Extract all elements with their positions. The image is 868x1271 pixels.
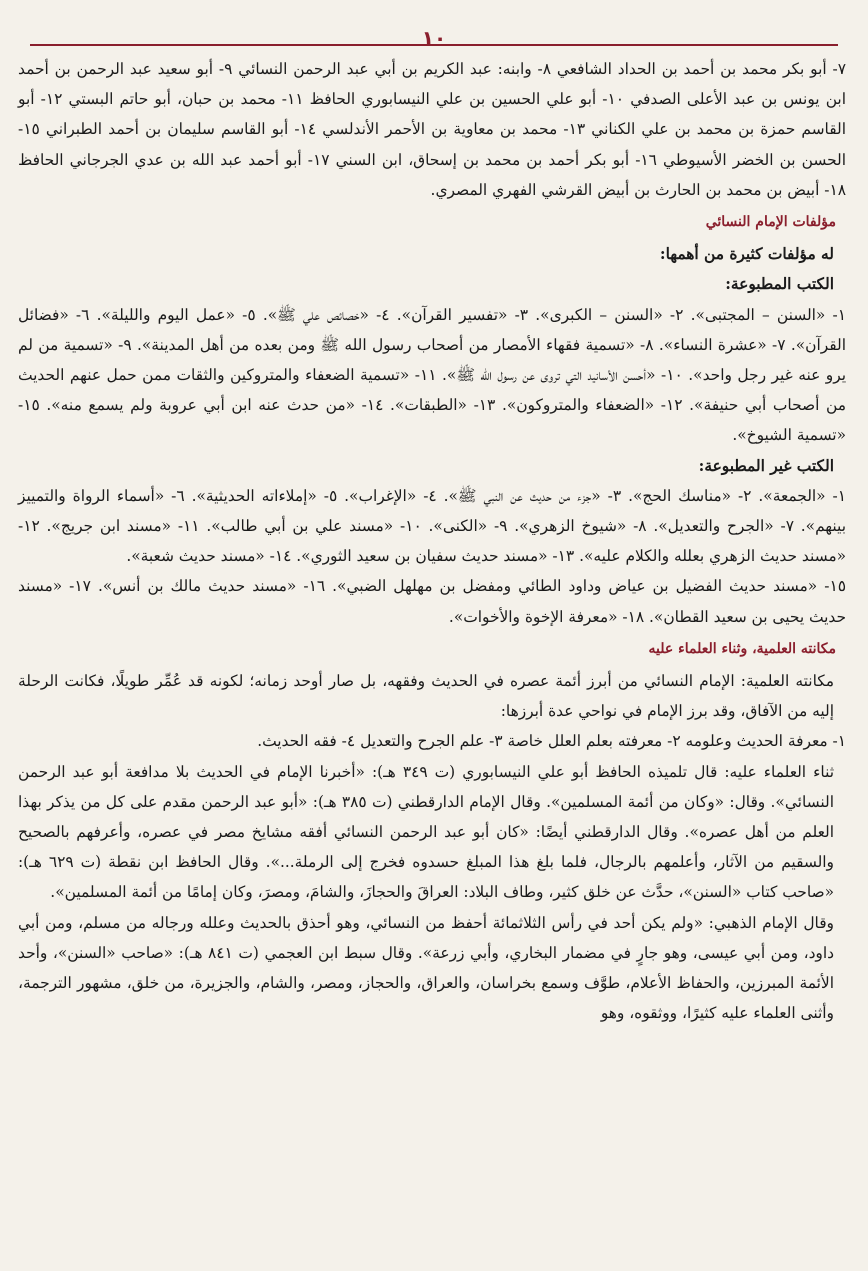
unprinted-books-list-2: ١٥- «مسند حديث الفضيل بن عياض وداود الطائي ومفضل بن مهلهل الضبي». ١٦- «مسند حديث مالك بن أنس». ١٧- «مسند حديث يحيى بن سعيد القطان». ١٨- «معرفة الإخوة والأخوات». [18, 577, 846, 626]
status-paragraph: مكانته العلمية: الإمام النسائي من أبرز أئمة عصره في الحديث وفقهه، بل صار أوحد زمانه؛ لكونه قد عُمِّر طويلًا، فكانت الرحلة إليه من الآفاق، وقد برز الإمام في نواحي عدة أبرزها: [18, 672, 834, 721]
works-intro: له مؤلفات كثيرة من أهمها: [659, 245, 834, 264]
printed-books-title: الكتب المطبوعة: [725, 275, 834, 294]
status-heading: مكانته العلمية، وثناء العلماء عليه [648, 640, 836, 657]
page-number: ١٠ [421, 26, 447, 50]
dhahabi-paragraph: وقال الإمام الذهبي: «ولم يكن أحد في رأس الثلاثمائة أحفظ من النسائي، وهو أحذق بالحديث وعلله ورجاله من مسلم، ومن أبي داود، ومن أبي عيسى، وهو جارٍ في مضمار البخاري، وأبي زرعة». وقال سبط ابن العجمي (ت ٨٤١ هـ): «صاحب «السنن»، وأحد الأئمة المبرزين، والحفاظ الأعلام، طوَّف وسمع بخراسان، والعراق، والحجاز، ومصر، والشام، والجزيرة، من خلق، مشهور الترجمة، وأثنى العلماء عليه كثيرًا، ووثقوه، وهو [18, 913, 834, 1023]
page-content [18, 54, 846, 1029]
unprinted-books-list-1: ١- «الجمعة». ٢- «مناسك الحج». ٣- «جزء من حديث عن النبي ﷺ». ٤- «الإغراب». ٥- «إملاءاته الحديثية». ٦- «أسماء الرواة والتمييز بينهم». ٧- «الجرح والتعديل». ٨- «شيوخ الزهري». ٩- «الكنى». ١٠- «مسند علي بن أبي طالب». ١١- «مسند ابن جريج». ١٢- «مسند حديث الزهري بعلله والكلام عليه». ١٣- «مسند حديث سفيان بن سعيد الثوري». ١٤- «مسند حديث شعبة». [18, 486, 847, 566]
students-paragraph: ٧- أبو بكر محمد بن أحمد بن الحداد الشافعي ٨- وابنه: عبد الكريم بن أبي عبد الرحمن النسائي ٩- أبو سعيد عبد الرحمن بن أحمد ابن يونس بن عبد الأعلى الصدفي ١٠- أبو علي الحسين بن علي النيسابوري الحافظ ١١- محمد بن حبان، أبو حاتم البستي ١٢- أبو القاسم حمزة بن محمد بن علي الكناني ١٣- محمد بن معاوية بن الأحمر الأندلسي ١٤- أبو القاسم سليمان بن أحمد الطبراني ١٥- الحسن بن الخضر الأسيوطي ١٦- أبو بكر أحمد بن محمد بن إسحاق، ابن السني ١٧- أبو أحمد عبد الله بن عدي الجرجاني الحافظ ١٨- أبيض بن محمد بن الحارث بن أبيض القرشي الفهري المصري. [18, 60, 846, 199]
printed-books-list: ١- «السنن – المجتبى». ٢- «السنن – الكبرى». ٣- «تفسير القرآن». ٤- «خصائص علي ﷺ». ٥- «عمل اليوم والليلة». ٦- «فضائل القرآن». ٧- «عشرة النساء». ٨- «تسمية فقهاء الأمصار من أصحاب رسول الله ﷺ ومن بعده من أهل المدينة». ٩- «تسمية من لم يرو عنه غير رجل واحد». ١٠- «أحسن الأسانيد التي تروى عن رسول الله ﷺ». ١١- «تسمية الضعفاء والمتروكين والثقات ممن حمل عنهم الحديث من أصحاب أبي حنيفة». ١٢- «الضعفاء والمتروكون». ١٣- «الطبقات». ١٤- «من حدث عنه ابن أبي عروبة ولم يسمع منه». ١٥- «تسمية الشيوخ». [18, 305, 847, 445]
unprinted-books-title: الكتب غير المطبوعة: [698, 456, 834, 475]
praise-paragraph: ثناء العلماء عليه: قال تلميذه الحافظ أبو علي النيسابوري (ت ٣٤٩ هـ): «أخبرنا الإمام في الحديث بلا مدافعة أبو عبد الرحمن النسائي». وقال: «وكان من أئمة المسلمين». وقال الإمام الدارقطني (ت ٣٨٥ هـ): «أبو عبد الرحمن مقدم على كل من يذكر بهذا العلم من أهل عصره». وقال الدارقطني أيضًا: «كان أبو عبد الرحمن النسائي أفقه مشايخ مصر في عصره، وأعرفهم بالصحيح والسقيم من الآثار، وأعلمهم بالرجال، فلما بلغ هذا المبلغ حسدوه فخرج إلى الرملة...». وقال الحافظ ابن نقطة (ت ٦٢٩ هـ): «صاحب كتاب «السنن»، حدَّث عن خلق كثير، وطاف البلاد: العراقَ والحجازَ، والشامَ، ومصرَ، وكان إمامًا من أئمة المسلمين». [18, 762, 834, 902]
header-rule [30, 44, 838, 46]
works-heading: مؤلفات الإمام النسائي [705, 214, 836, 231]
fields-list: ١- معرفة الحديث وعلومه ٢- معرفته بعلم العلل خاصة ٣- علم الجرح والتعديل ٤- فقه الحديث. [257, 732, 846, 751]
